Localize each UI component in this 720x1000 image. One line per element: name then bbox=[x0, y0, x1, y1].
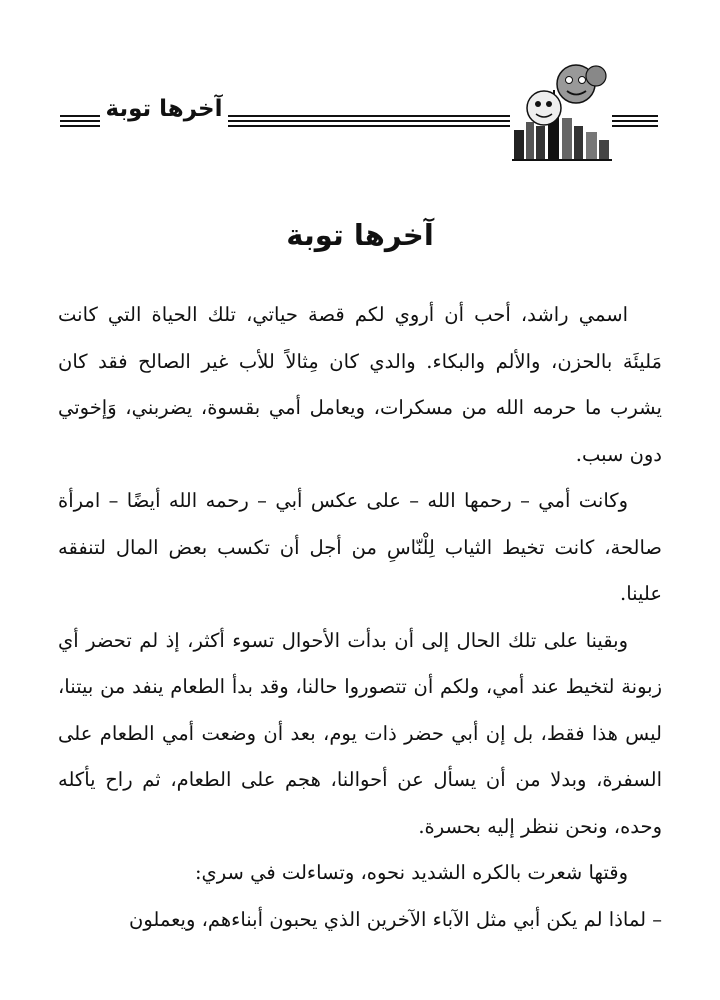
story-body bbox=[58, 292, 662, 943]
paragraph: وقتها شعرت بالكره الشديد نحوه، وتساءلت في سري: bbox=[194, 861, 628, 884]
paragraph: اسمي راشد، أحب أن أروي لكم قصة حياتي، تلك الحياة التي كانت مَليئَة بالحزن، والألم والبكاء. والدي كان مِثالاً للأب غير الصالح فقد كان يشرب ما حرمه الله من مسكرات، ويعامل أمي بقسوة، يضربني، وَإخوتي دون سبب. bbox=[58, 303, 662, 466]
running-title: آخرها توبة bbox=[105, 96, 223, 122]
paragraph: – لماذا لم يكن أبي مثل الآباء الآخرين الذي يحبون أبناءهم، ويعملون bbox=[129, 907, 662, 931]
paragraph: وبقينا على تلك الحال إلى أن بدأت الأحوال تسوء أكثر، إذ لم تحضر أي زبونة لتخيط عند أمي، ولكم أن تتصوروا حالنا، وقد بدأ الطعام ينفد من بيتنا، ليس هذا فقط، بل إن أبي حضر ذات يوم، بعد أن وضعت أمي الطعام على السفرة، وبدلا من أن يسأل عن أحوالنا، هجم على الطعام، ثم راح يأكله وحده، ونحن ننظر إليه بحسرة. bbox=[58, 628, 662, 838]
page-header bbox=[0, 60, 720, 170]
header-rule-middle bbox=[228, 115, 510, 127]
chapter-title: آخرها توبة bbox=[286, 218, 434, 252]
header-rule-left bbox=[60, 115, 100, 127]
city-smoke-illustration-icon bbox=[510, 60, 614, 164]
paragraph: وكانت أمي – رحمها الله – على عكس أبي – رحمه الله أيضًا – امرأة صالحة، كانت تخيط الثياب لِلْنّاسِ من أجل أن تكسب بعض المال لتنفقه علينا. bbox=[58, 489, 662, 605]
header-rule-right bbox=[612, 115, 658, 127]
